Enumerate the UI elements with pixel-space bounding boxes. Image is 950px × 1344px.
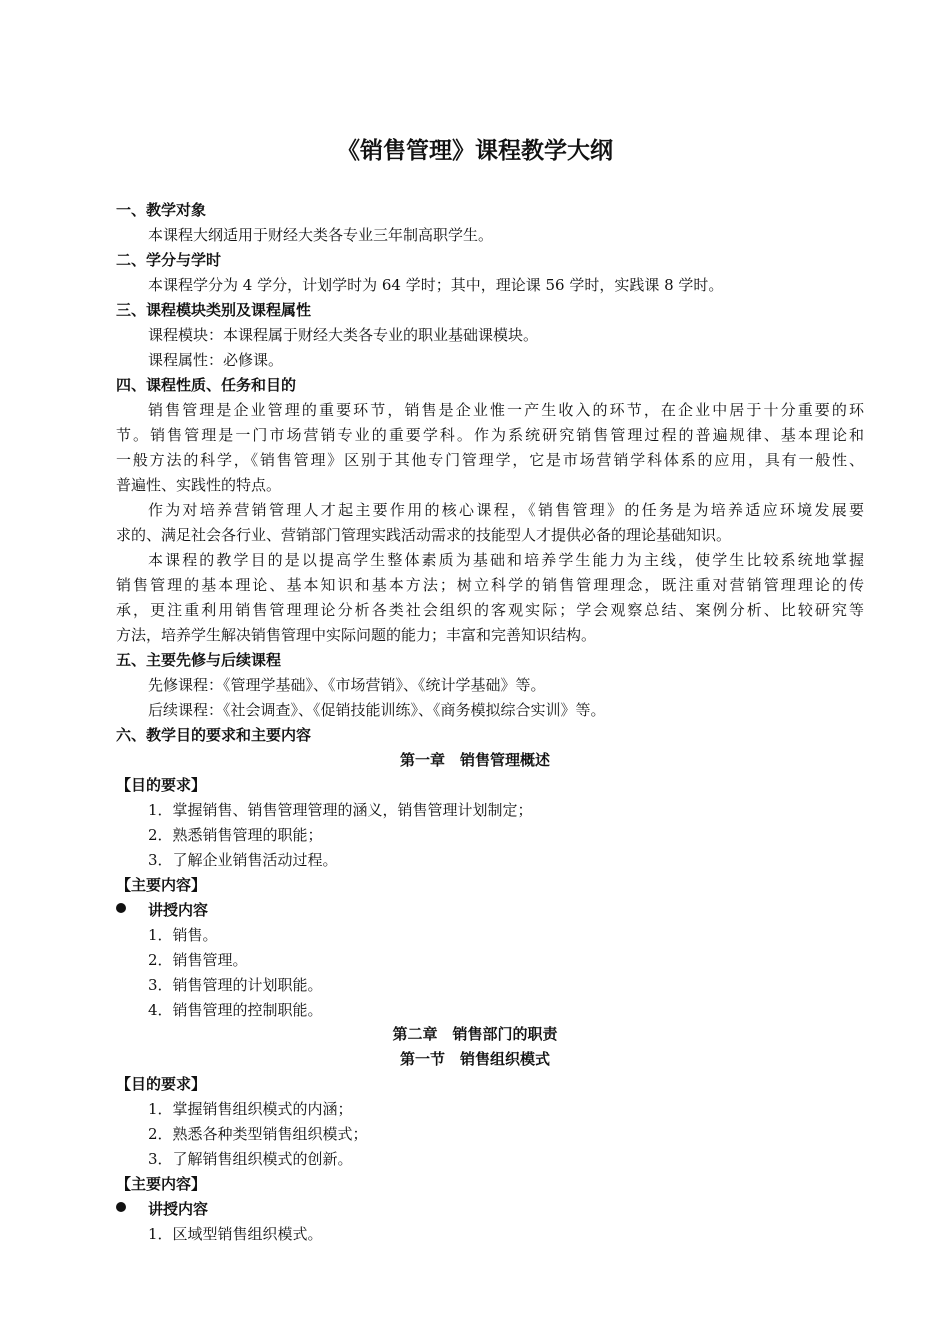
paragraph: 先修课程：《管理学基础》、《市场营销》、《统计学基础》等。	[148, 676, 546, 694]
list-item: 2．熟悉销售管理的职能；	[148, 826, 323, 844]
section-heading-6: 六、教学目的要求和主要内容	[116, 726, 312, 744]
bullet-icon	[116, 1202, 126, 1212]
paragraph-line: 求的、满足社会各行业、营销部门管理实践活动需求的技能型人才提供必备的理论基础知识。	[116, 526, 732, 544]
paragraph-line: 节。销售管理是一门市场营销专业的重要学科。作为系统研究销售管理过程的普遍规律、基本理论和	[116, 426, 864, 444]
paragraph-line: 方法，培养学生解决销售管理中实际问题的能力；丰富和完善知识结构。	[116, 626, 597, 644]
section-title: 第一节 销售组织模式	[399, 1050, 550, 1068]
section-heading-4: 四、课程性质、任务和目的	[116, 376, 297, 394]
paragraph: 课程模块：本课程属于财经大类各专业的职业基础课模块。	[148, 326, 539, 344]
teaching-label: 讲授内容	[148, 1200, 209, 1218]
section-heading-5: 五、主要先修与后续课程	[116, 651, 282, 669]
paragraph-line: 作为对培养营销管理人才起主要作用的核心课程，《销售管理》的任务是为培养适应环境发展要	[148, 501, 864, 519]
paragraph-line: 一般方法的科学，《销售管理》区别于其他专门管理学，它是市场营销学科体系的应用，具有一般性、	[116, 451, 864, 469]
content-label: 【主要内容】	[116, 876, 207, 894]
paragraph: 后续课程：《社会调查》、《促销技能训练》、《商务模拟综合实训》等。	[148, 701, 606, 719]
paragraph: 课程属性：必修课。	[148, 351, 284, 369]
list-item: 2．销售管理。	[148, 951, 248, 969]
paragraph-line: 普遍性、实践性的特点。	[116, 476, 282, 494]
list-item: 4．销售管理的控制职能。	[148, 1001, 323, 1019]
teaching-label: 讲授内容	[148, 901, 209, 919]
section-heading-2: 二、学分与学时	[116, 251, 222, 269]
list-item: 1．掌握销售、销售管理管理的涵义，销售管理计划制定；	[148, 801, 533, 819]
paragraph-line: 承，更注重利用销售管理理论分析各类社会组织的客观实际；学会观察总结、案例分析、比较研究等	[116, 601, 864, 619]
list-item: 2．熟悉各种类型销售组织模式；	[148, 1125, 368, 1143]
section-heading-1: 一、教学对象	[116, 201, 207, 219]
paragraph-line: 本课程的教学目的是以提高学生整体素质为基础和培养学生能力为主线，使学生比较系统地掌握	[148, 551, 864, 569]
list-item: 3．销售管理的计划职能。	[148, 976, 323, 994]
content-label: 【主要内容】	[116, 1175, 207, 1193]
page-title: 《销售管理》课程教学大纲	[337, 138, 613, 164]
list-item: 1．区域型销售组织模式。	[148, 1225, 323, 1243]
requirements-label: 【目的要求】	[116, 776, 207, 794]
requirements-label: 【目的要求】	[116, 1075, 207, 1093]
paragraph: 本课程学分为 4 学分，计划学时为 64 学时；其中，理论课 56 学时，实践课 8 学时。	[148, 276, 724, 294]
list-item: 1．销售。	[148, 926, 218, 944]
chapter-title: 第一章 销售管理概述	[399, 751, 550, 769]
section-heading-3: 三、课程模块类别及课程属性	[116, 301, 312, 319]
list-item: 3．了解销售组织模式的创新。	[148, 1150, 353, 1168]
list-item: 3．了解企业销售活动过程。	[148, 851, 338, 869]
paragraph: 本课程大纲适用于财经大类各专业三年制高职学生。	[148, 226, 494, 244]
paragraph-line: 销售管理的基本理论、基本知识和基本方法；树立科学的销售管理理念，既注重对营销管理理论的传	[116, 576, 864, 594]
paragraph-line: 销售管理是企业管理的重要环节，销售是企业惟一产生收入的环节，在企业中居于十分重要的环	[148, 401, 864, 419]
chapter-title: 第二章 销售部门的职责	[392, 1025, 558, 1043]
list-item: 1．掌握销售组织模式的内涵；	[148, 1100, 353, 1118]
bullet-icon	[116, 903, 126, 913]
